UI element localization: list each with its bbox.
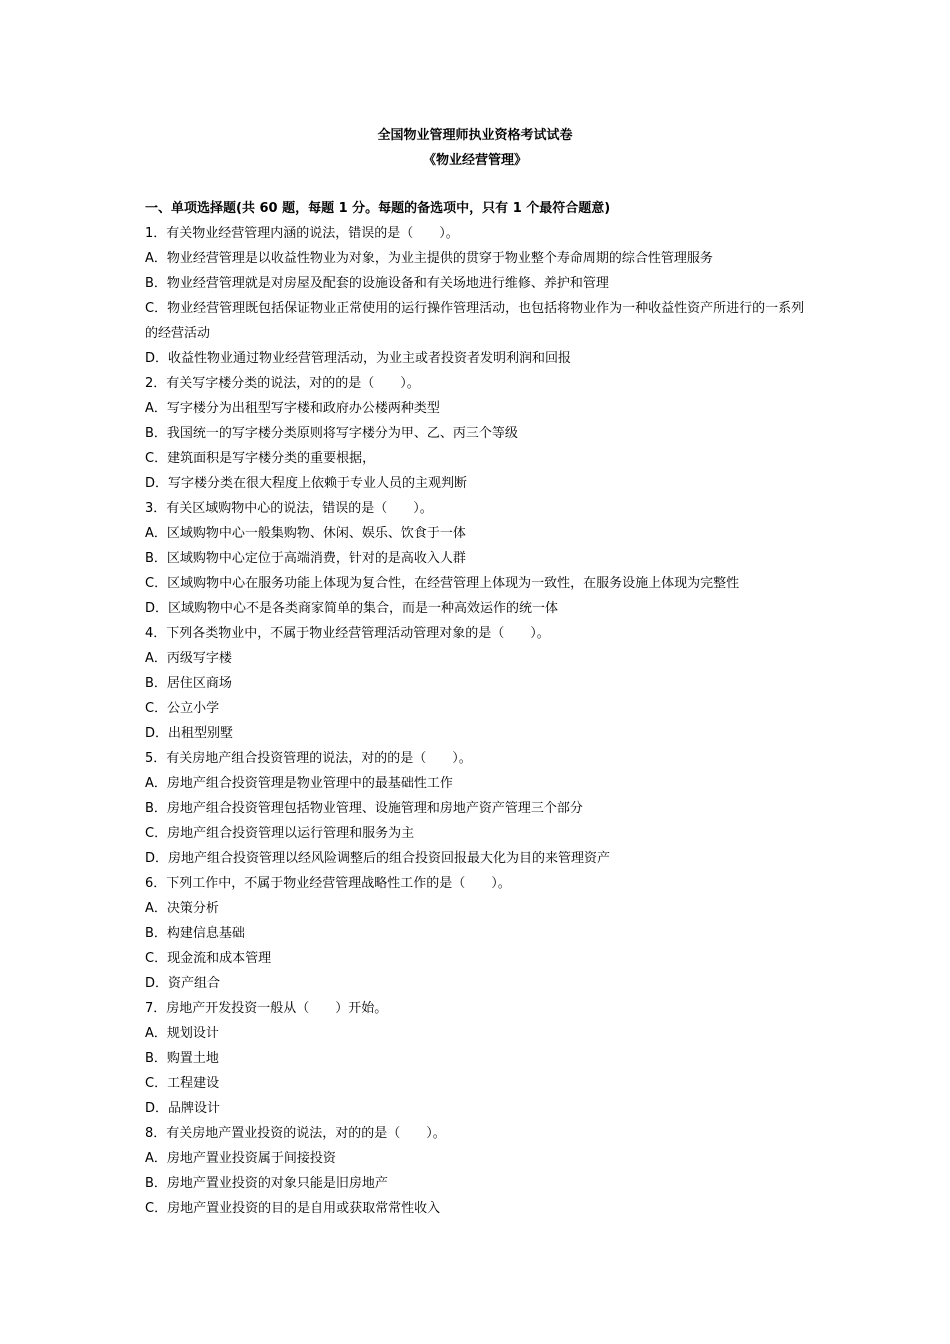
answer-option: C．房地产组合投资管理以运行管理和服务为主	[145, 826, 415, 841]
answer-option: A．规划设计	[145, 1026, 219, 1041]
answer-option: D．资产组合	[145, 976, 221, 991]
question-stem: 8．有关房地产置业投资的说法，对的的是（ ）。	[145, 1126, 446, 1141]
answer-option: B．物业经营管理就是对房屋及配套的设施设备和有关场地进行维修、养护和管理	[145, 276, 609, 291]
answer-option: B．购置土地	[145, 1051, 219, 1066]
document-body	[145, 199, 810, 1224]
answer-option: C．房地产置业投资的目的是自用或获取常常性收入	[145, 1201, 441, 1216]
question-stem: 3．有关区域购物中心的说法，错误的是（ ）。	[145, 501, 433, 516]
question-stem: 1．有关物业经营管理内涵的说法，错误的是（ ）。	[145, 226, 459, 241]
answer-option: D．写字楼分类在很大程度上依赖于专业人员的主观判断	[145, 476, 468, 491]
answer-option: A．物业经营管理是以收益性物业为对象，为业主提供的贯穿于物业整个寿命周期的综合性管理服务	[145, 251, 713, 266]
answer-option: A．写字楼分为出租型写字楼和政府办公楼两种类型	[145, 401, 440, 416]
question-stem: 7．房地产开发投资一般从（ ）开始。	[145, 1001, 388, 1016]
answer-option: A．房地产置业投资属于间接投资	[145, 1151, 336, 1166]
answer-option: B．居住区商场	[145, 676, 232, 691]
question-stem: 4．下列各类物业中，不属于物业经营管理活动管理对象的是（ ）。	[145, 626, 550, 641]
answer-option: C．建筑面积是写字楼分类的重要根据，	[145, 451, 376, 466]
answer-option: B．区域购物中心定位于高端消费，针对的是高收入人群	[145, 551, 466, 566]
question-stem: 6．下列工作中，不属于物业经营管理战略性工作的是（ ）。	[145, 876, 511, 891]
answer-option: C．公立小学	[145, 701, 220, 716]
answer-option: D．房地产组合投资管理以经风险调整后的组合投资回报最大化为目的来管理资产	[145, 851, 611, 866]
answer-option: C．物业经营管理既包括保证物业正常使用的运行操作管理活动，也包括将物业作为一种收益性资产所进行的一系列的经营活动	[145, 301, 805, 341]
question-stem: 5．有关房地产组合投资管理的说法，对的的是（ ）。	[145, 751, 472, 766]
question-stem: 2．有关写字楼分类的说法，对的的是（ ）。	[145, 376, 420, 391]
answer-option: B．构建信息基础	[145, 926, 245, 941]
answer-option: C．区域购物中心在服务功能上体现为复合性，在经营管理上体现为一致性，在服务设施上体现为完整性	[145, 576, 740, 591]
answer-option: B．我国统一的写字楼分类原则将写字楼分为甲、乙、丙三个等级	[145, 426, 518, 441]
answer-option: B．房地产组合投资管理包括物业管理、设施管理和房地产资产管理三个部分	[145, 801, 583, 816]
answer-option: D．出租型别墅	[145, 726, 234, 741]
document-title: 全国物业管理师执业资格考试试卷	[377, 128, 573, 143]
document-subtitle: 《物业经营管理》	[422, 153, 527, 168]
answer-option: A．丙级写字楼	[145, 651, 232, 666]
answer-option: A．房地产组合投资管理是物业管理中的最基础性工作	[145, 776, 453, 791]
answer-option: A．决策分析	[145, 901, 219, 916]
answer-option: A．区域购物中心一般集购物、休闲、娱乐、饮食于一体	[145, 526, 466, 541]
answer-option: D．收益性物业通过物业经营管理活动，为业主或者投资者发明利润和回报	[145, 351, 572, 366]
answer-option: D．区域购物中心不是各类商家简单的集合，而是一种高效运作的统一体	[145, 601, 559, 616]
answer-option: B．房地产置业投资的对象只能是旧房地产	[145, 1176, 388, 1191]
answer-option: D．品牌设计	[145, 1101, 221, 1116]
answer-option: C．工程建设	[145, 1076, 220, 1091]
question-list	[145, 224, 810, 1224]
answer-option: C．现金流和成本管理	[145, 951, 272, 966]
section-heading: 一、单项选择题(共 60 题，每题 1 分。每题的备选项中，只有 1 个最符合题意)	[145, 201, 611, 216]
